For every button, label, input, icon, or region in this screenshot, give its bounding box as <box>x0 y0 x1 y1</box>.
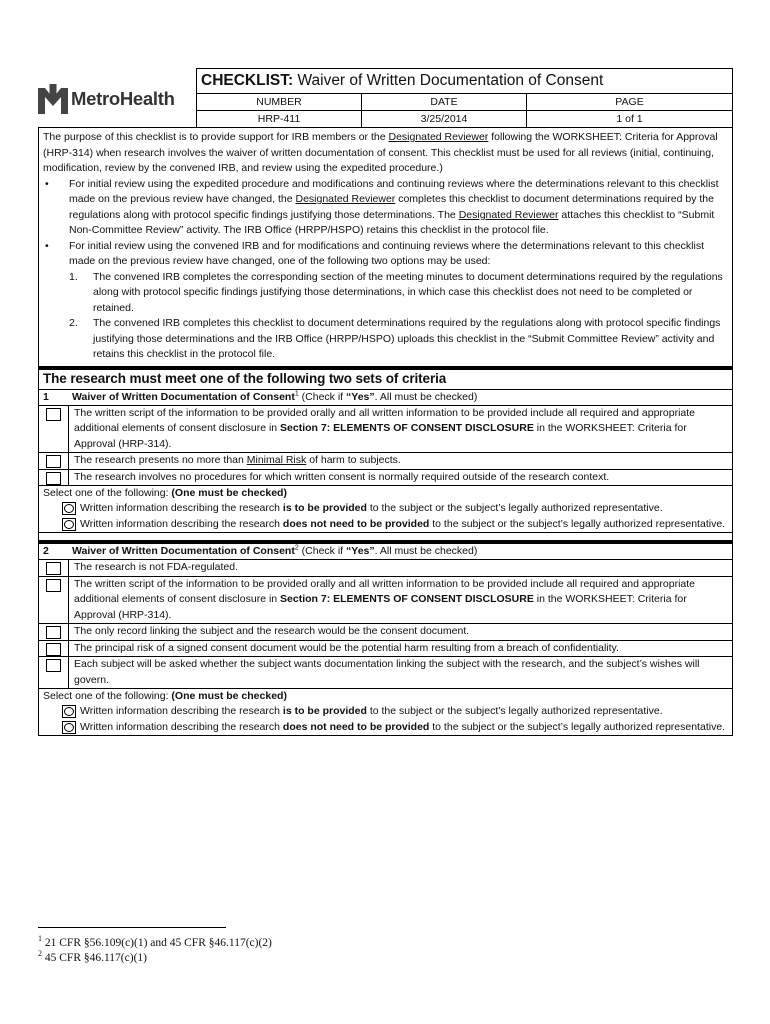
section-gap <box>39 533 732 541</box>
meta-header-date: DATE <box>362 94 527 111</box>
section-1-criterion-2: The research presents no more than Minimal Risk of harm to subjects. <box>39 453 732 470</box>
section-2-heading: 2 Waiver of Written Documentation of Consent$^2$ (Check if “Yes”. All must be checked) <box>39 544 732 560</box>
footnote-1: $^1$ 21 CFR §56.109(c)(1) and 45 CFR §46.117(c)(2) <box>38 934 272 949</box>
meta-value-date: 3/25/2014 <box>362 111 527 128</box>
metrohealth-mark-icon <box>38 84 68 114</box>
footnotes <box>38 927 338 966</box>
header-box <box>196 68 733 127</box>
section-1-select-instruction: Select one of the following: (One must be checked) <box>43 487 287 499</box>
section-1-heading: 1 Waiver of Written Documentation of Consent$^1$ (Check if “Yes”. All must be checked) <box>39 390 732 406</box>
radio-button[interactable] <box>62 705 76 718</box>
purpose-bullet-1: • For initial review using the expedited procedure and modifications and continuing reviews where the determinations relevant to this checklist made on the previous review have changed, the Designated Reviewer completes this checklist to document determinations required by the regulations along with protocol specific findings justifying those determinations. The Designated Reviewer attaches this checklist to “Submit Non-Committee Review” activity. The IRB Office (HRPP/HSPO) retains this checklist in the protocol file. <box>45 177 719 236</box>
section-1-option-provided: Written information describing the research is to be provided to the subject or the subject’s legally authorized representative. <box>39 501 732 517</box>
footnote-rule <box>38 927 226 928</box>
checklist-page <box>38 68 733 736</box>
checkbox[interactable] <box>46 455 61 468</box>
checkbox[interactable] <box>46 626 61 639</box>
radio-button[interactable] <box>62 518 76 531</box>
purpose-option-1: 1. The convened IRB completes the corresponding section of the meeting minutes to document determinations required by the regulations along with protocol specific findings justifying those determinations, in which case this checklist does not need to be completed or retained. <box>69 270 723 314</box>
section-2-criterion-5: Each subject will be asked whether the subject wants documentation linking the subject with the research, and the subject’s wishes will govern. <box>39 657 732 689</box>
checkbox[interactable] <box>46 562 61 575</box>
document-title: CHECKLIST: Waiver of Written Documentation of Consent <box>197 69 732 94</box>
meta-value-number: HRP-411 <box>197 111 362 128</box>
purpose-bullet-2: • For initial review using the convened IRB and for modifications and continuing reviews where the determinations relevant to this checklist made on the previous review have changed, one of the following two options may be used: <box>45 239 704 267</box>
section-2-select-instruction: Select one of the following: (One must be checked) <box>43 690 287 702</box>
criteria-heading: The research must meet one of the following two sets of criteria <box>39 370 732 390</box>
checkbox[interactable] <box>46 579 61 592</box>
footnote-2: $^2$ 45 CFR §46.117(c)(1) <box>38 949 147 964</box>
checkbox[interactable] <box>46 643 61 656</box>
section-1-criterion-1: The written script of the information to be provided orally and all written information to be provided include all required and appropriate additional elements of consent disclosure in Section 7: ELEMENTS OF CONSENT DISCLOSURE in the WORKSHEET: Criteria for Approval (HRP-314). <box>39 406 732 454</box>
purpose-option-2: 2. The convened IRB completes this checklist to document determinations required by the regulations along with protocol specific findings justifying those determinations and the IRB Office (HRPP/HSPO) uploads this checklist in the “Submit Committee Review” activity and retains this checklist in the protocol file. <box>69 317 721 360</box>
section-2-criterion-4: The principal risk of a signed consent document would be the potential harm resulting from a breach of confidentiality. <box>39 641 732 658</box>
checkbox[interactable] <box>46 408 61 421</box>
checklist-body <box>38 127 733 736</box>
section-2-criterion-1: The research is not FDA-regulated. <box>39 560 732 577</box>
document-header <box>38 68 733 127</box>
checkbox[interactable] <box>46 659 61 672</box>
purpose-section <box>39 128 732 366</box>
section-1-option-not-provided: Written information describing the research does not need to be provided to the subject or the subject’s legally authorized representative. <box>39 517 732 534</box>
section-1-criterion-3: The research involves no procedures for which written consent is normally required outside of the research context. <box>39 470 732 487</box>
meta-header-page: PAGE <box>527 94 732 111</box>
section-2-criterion-2: The written script of the information to be provided orally and all written information to be provided include all required and appropriate additional elements of consent disclosure in Section 7: ELEMENTS OF CONSENT DISCLOSURE in the WORKSHEET: Criteria for Approval (HRP-314). <box>39 577 732 625</box>
checkbox[interactable] <box>46 472 61 485</box>
section-2-option-not-provided: Written information describing the research does not need to be provided to the subject or the subject’s legally authorized representative. <box>39 720 732 736</box>
document-meta-table <box>197 94 732 128</box>
purpose-paragraph: The purpose of this checklist is to provide support for IRB members or the Designated Reviewer following the WORKSHEET: Criteria for Approval (HRP-314) when research involves the waiver of written documentation of consent. This checklist must be used for all reviews (initial, continuing, modification, review by the convened IRB, and review using the expedited procedure.) <box>43 131 718 174</box>
meta-header-number: NUMBER <box>197 94 362 111</box>
meta-value-page: 1 of 1 <box>527 111 732 128</box>
radio-button[interactable] <box>62 721 76 734</box>
brand-name: MetroHealth <box>71 87 175 109</box>
section-2-option-provided: Written information describing the research is to be provided to the subject or the subject’s legally authorized representative. <box>39 704 732 720</box>
section-2-criterion-3: The only record linking the subject and the research would be the consent document. <box>39 624 732 641</box>
radio-button[interactable] <box>62 502 76 515</box>
metrohealth-logo <box>38 68 196 127</box>
